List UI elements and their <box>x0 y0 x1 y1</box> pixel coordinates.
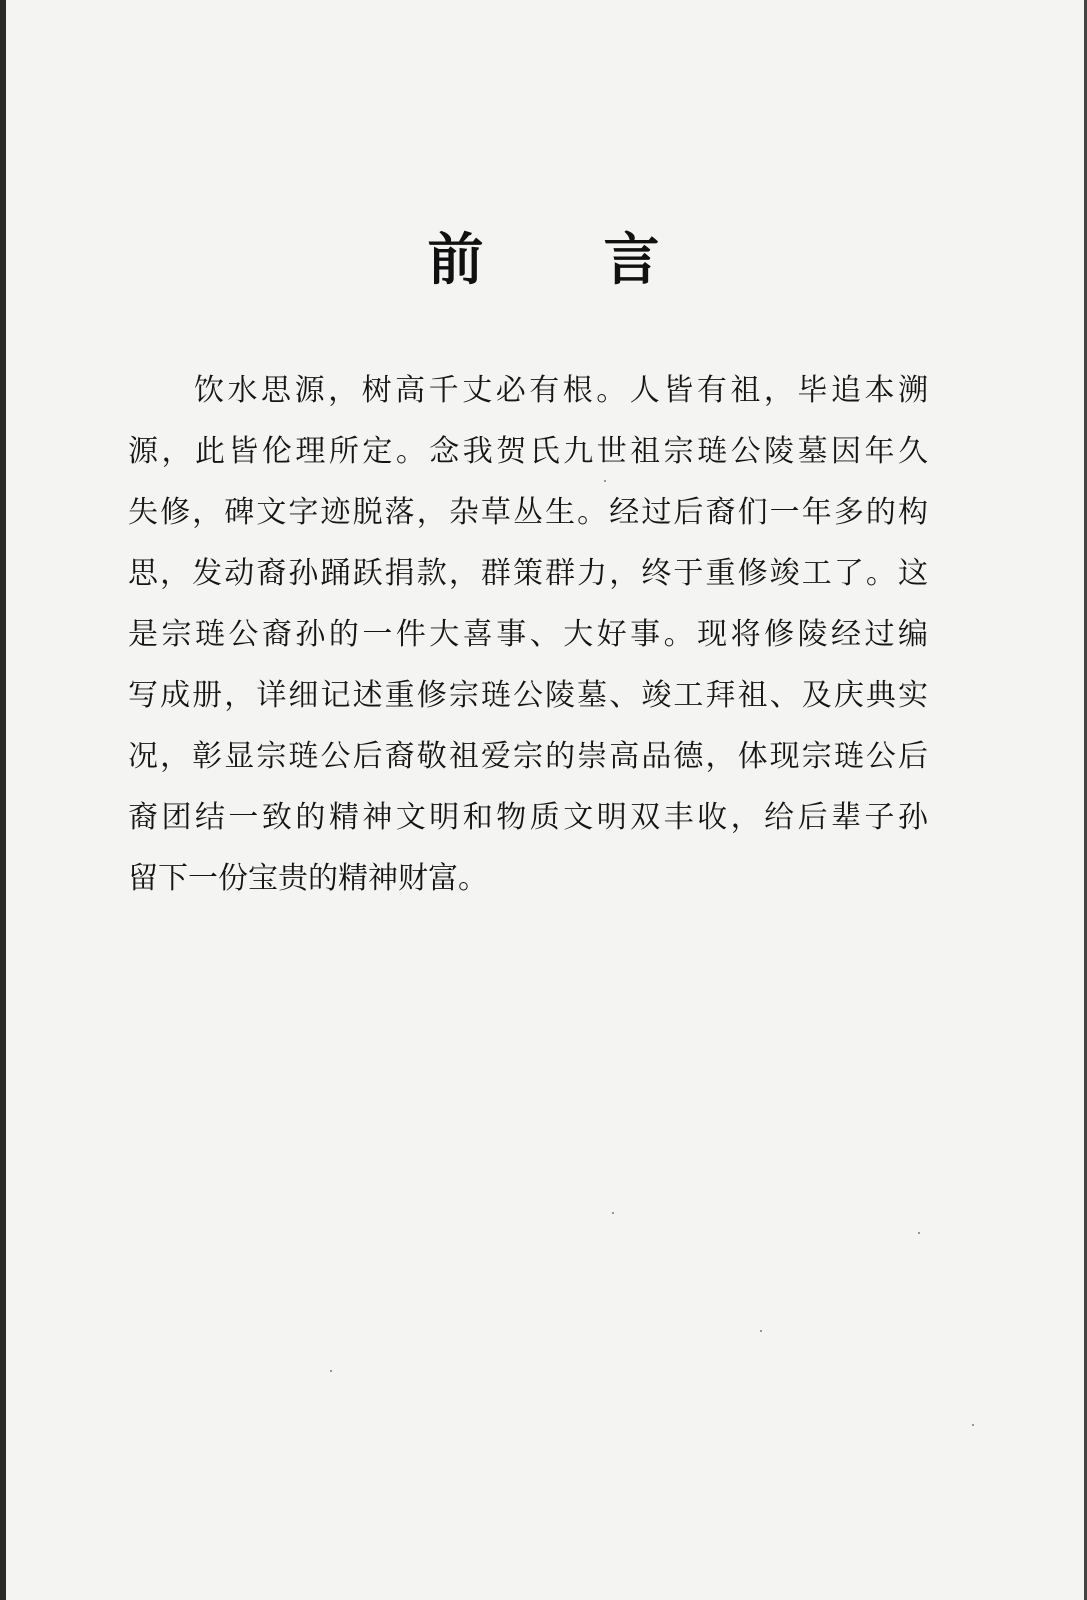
paragraph-line: 写成册，详细记述重修宗琏公陵墓、竣工拜祖、及庆典实 <box>128 678 928 713</box>
paragraph-line: 是宗琏公裔孙的一件大喜事、大好事。现将修陵经过编 <box>128 617 928 652</box>
scan-speck <box>972 1424 974 1426</box>
paragraph-line: 思，发动裔孙踊跃捐款，群策群力，终于重修竣工了。这 <box>128 556 928 591</box>
scan-speck <box>918 1232 920 1234</box>
paragraph-line: 留下一份宝贵的精神财富。 <box>128 861 488 896</box>
scan-speck <box>612 1212 614 1214</box>
paragraph-line: 裔团结一致的精神文明和物质文明双丰收，给后辈子孙 <box>128 800 928 835</box>
paragraph-line: 况，彰显宗琏公后裔敬祖爱宗的崇高品德，体现宗琏公后 <box>128 739 928 774</box>
paragraph-line: 源，此皆伦理所定。念我贺氏九世祖宗琏公陵墓因年久 <box>128 434 928 469</box>
scan-speck <box>760 1330 762 1332</box>
scan-speck <box>604 480 606 482</box>
paragraph-line: 饮水思源，树高千丈必有根。人皆有祖，毕追本溯 <box>194 373 928 408</box>
page-title: 前言 <box>427 227 780 293</box>
scan-speck <box>330 1370 332 1372</box>
preface-paragraph <box>128 360 928 909</box>
paragraph-line: 失修，碑文字迹脱落，杂草丛生。经过后裔们一年多的构 <box>128 495 928 530</box>
